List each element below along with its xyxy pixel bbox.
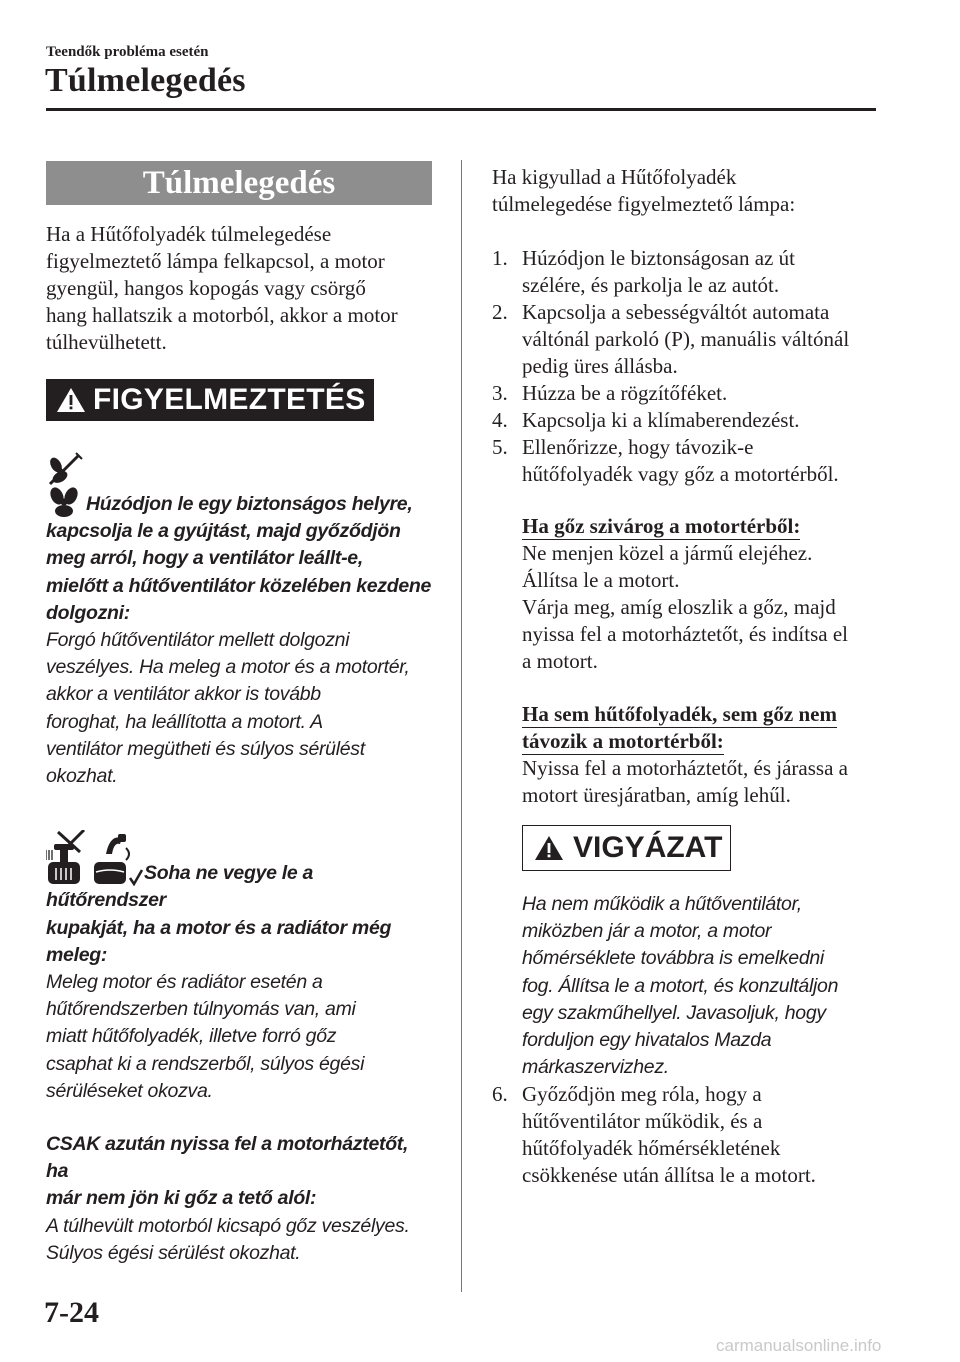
column-divider: [461, 160, 462, 1292]
warning1-heading: Húzódjon le egy biztonságos helyre,: [86, 493, 413, 515]
right-column: [492, 164, 887, 1189]
list-item: 6. Győződjön meg róla, hogy a hűtőventilátor működik, és a hűtőfolyadék hőmérsékletének csökkenése után állítsa le a motort.: [492, 1082, 816, 1188]
section-band-title: Túlmelegedés: [46, 161, 432, 205]
warning3-text: A túlhevült motorból kicsapó gőz veszélyes. Súlyos égési sérülést okozhat.: [46, 1214, 410, 1264]
list-item: 5. Ellenőrizze, hogy távozik-e hűtőfolyadék vagy gőz a motortérből.: [492, 435, 839, 486]
no-fan-icon: [46, 451, 84, 487]
list-item: 4. Kapcsolja ki a klímaberendezést.: [492, 408, 800, 432]
page-number: 7-24: [44, 1296, 99, 1329]
warning-badge: FIGYELMEZTETÉS: [46, 379, 374, 421]
warning3-heading: CSAK azután nyissa fel a motorháztetőt, ha: [46, 1133, 409, 1183]
page-title: Túlmelegedés: [45, 62, 246, 99]
warning2-heading: Soha ne vegye le a hűtőrendszer: [46, 862, 314, 912]
fan-icon: [46, 487, 82, 519]
header-rule: [46, 108, 876, 111]
warning1-text: Forgó hűtőventilátor mellett dolgozni veszélyes. Ha meleg a motor és a motortér, akkor a ventilátor akkor is tovább foroghat, ha leállította a motort. A ventilátor megütheti és súlyos sérülést okozhat.: [46, 629, 410, 788]
caution-text: Ha nem működik a hűtőventilátor, miközben jár a motor, a motor hőmérséklete továbbra is emelkedni fog. Állítsa le a motort, és konzultáljon egy szakműhellyel. Javasoljuk, hogy forduljon egy hivatalos Mazda márkaszervizhez.: [522, 893, 839, 1079]
subsection-heading: Ha sem hűtőfolyadék, sem gőz nem: [522, 702, 837, 726]
watermark: carmanualsonline.info: [716, 1336, 882, 1355]
intro-paragraph: Ha a Hűtőfolyadék túlmelegedése figyelmeztető lámpa felkapcsol, a motor gyengül, hangos kopogás vagy csörgő hang hallatszik a motorból, akkor a motor túlhevülhetett.: [46, 222, 398, 354]
left-column: Túlmelegedés Ha a Hűtőfolyadék túlmelegedése figyelmeztető lámpa felkapcsol, a motor gyengül, hangos kopogás vagy csörgő hang hallatszik a motorból, akkor a motor túlhevülhetett. FIGYELMEZTETÉS Húzódjon le egy biztonságos helyre, kapcsolja le a gyújtást, majd győződjön meg arról, hogy a ventilátor leállt-e, mielőtt a hűtőventilátor közelében kezdene dolgozni: Forgó hűtőventilátor mellett dolgozni veszélyes. Ha meleg a motor és a motortér, akkor a ventilátor akkor is tovább foroghat, ha leállította a motort. A ventilátor megütheti és súlyos sérülést okozhat. Soha ne vegye le a hűtőrendszer kupakját, ha a motor és a radiátor még meleg: Meleg motor és radiátor esetén a hűtőrendszerben túlnyomás van, ami miatt hűtőfolyadék, illetve forró gőz csaphat ki a rendszerből, súlyos égési sérüléseket okozva. CSAK azután nyissa fel a motorháztetőt, ha már nem jön ki gőz a tető alól: A túlhevült motorból kicsapó gőz veszélyes. Súlyos égési sérülést okozhat.: [46, 161, 432, 1267]
no-steam-subsection: Ha sem hűtőfolyadék, sem gőz nem távozik a motortérből: Nyissa fel a motorháztetőt, és járassa a motort üresjáratban, amíg lehűl.: [522, 702, 848, 807]
warning-triangle-icon: [533, 834, 565, 862]
steps-list: [492, 245, 887, 488]
right-intro: Ha kigyullad a Hűtőfolyadék túlmelegedése figyelmeztető lámpa:: [492, 165, 796, 216]
list-item: 3. Húzza be a rögzítőféket.: [492, 381, 728, 405]
section-label: Teendők probléma esetén: [46, 44, 209, 60]
radiator-check-icon: [92, 830, 144, 886]
list-item: 1. Húzódjon le biztonságosan az út szélére, és parkolja le az autót.: [492, 246, 795, 297]
subsection-heading: Ha gőz szivárog a motortérből:: [522, 514, 801, 538]
warning2-text: Meleg motor és radiátor esetén a hűtőrendszerben túlnyomás van, ami miatt hűtőfolyadék, illetve forró gőz csaphat ki a rendszerből, súlyos égési sérüléseket okozva.: [46, 971, 365, 1102]
warning-triangle-icon: [55, 386, 87, 414]
steps-list-continued: [492, 1081, 887, 1189]
caution-badge: VIGYÁZAT: [522, 825, 731, 871]
list-item: 2. Kapcsolja a sebességváltót automata váltónál parkoló (P), manuális váltónál pedig üres állásba.: [492, 300, 850, 378]
radiator-no-open-icon: [46, 830, 90, 886]
steam-subsection: Ha gőz szivárog a motortérből: Ne menjen közel a jármű elejéhez. Állítsa le a motort. Várja meg, amíg eloszlik a gőz, majd nyissa fel a motorháztetőt, és indítsa el a motort.: [522, 514, 848, 673]
